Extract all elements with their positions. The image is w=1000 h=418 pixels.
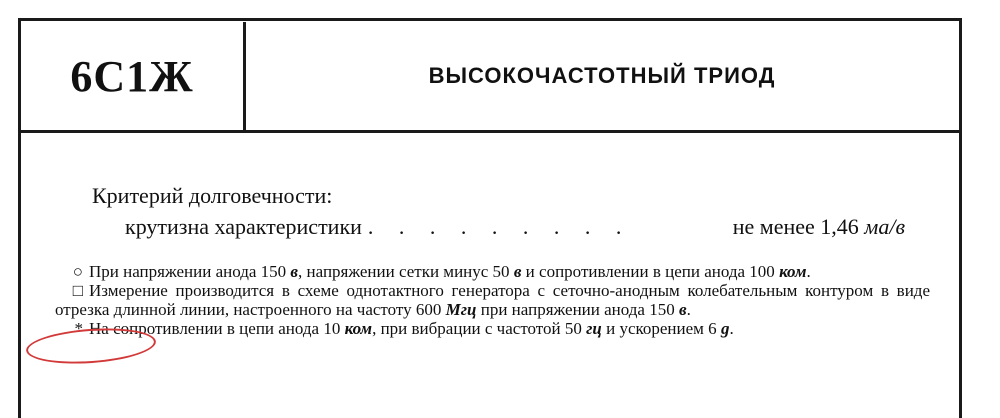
unit-text: в — [290, 262, 299, 281]
note-text: Измерение производится в схеме однотактного генератора с сеточно-анодным колебательным контуром в виде отрезка длинной линии, настроенного на частоту 600 — [55, 281, 930, 319]
note-text: , при вибрации с частотой 50 — [372, 319, 587, 338]
note-text: , напряжении сетки минус 50 — [298, 262, 514, 281]
criterion-value-unit: ма/в — [864, 214, 905, 239]
square-symbol: □ — [72, 281, 83, 300]
criterion-row — [125, 214, 905, 240]
note-text: и сопротивлении в цепи анода 100 — [521, 262, 780, 281]
note-text: при напряжении анода 150 — [476, 300, 679, 319]
note-text: При напряжении анода 150 — [89, 262, 291, 281]
note-text: и ускорением 6 — [601, 319, 721, 338]
circle-symbol: ○ — [72, 262, 83, 281]
header-divider — [18, 130, 962, 133]
footnotes — [55, 262, 930, 338]
page-title: ВЫСОКОЧАСТОТНЫЙ ТРИОД — [428, 63, 776, 88]
footnote-measurement — [55, 281, 930, 319]
note-text: . — [686, 300, 691, 319]
unit-text: в — [678, 300, 687, 319]
criterion-name: крутизна характеристики — [125, 214, 362, 239]
footnote-vibration — [55, 319, 930, 338]
note-text: . — [729, 319, 734, 338]
criterion-value — [725, 214, 905, 240]
unit-text: ком — [779, 262, 807, 281]
leader-dots: . . . . . . . . . — [367, 214, 632, 239]
tube-model: 6С1Ж — [70, 51, 194, 101]
criterion-value-number: не менее 1,46 — [732, 214, 859, 239]
unit-text: Мгц — [445, 300, 477, 319]
criterion-title: Критерий долговечности: — [92, 183, 333, 208]
note-text: . — [806, 262, 811, 281]
asterisk-symbol: * — [74, 319, 83, 338]
note-text: На сопротивлении в цепи анода 10 — [89, 319, 345, 338]
footnote-conditions — [55, 262, 930, 281]
unit-text: ком — [344, 319, 373, 338]
unit-text: гц — [586, 319, 602, 338]
unit-text: g — [720, 319, 730, 338]
unit-text: в — [513, 262, 522, 281]
